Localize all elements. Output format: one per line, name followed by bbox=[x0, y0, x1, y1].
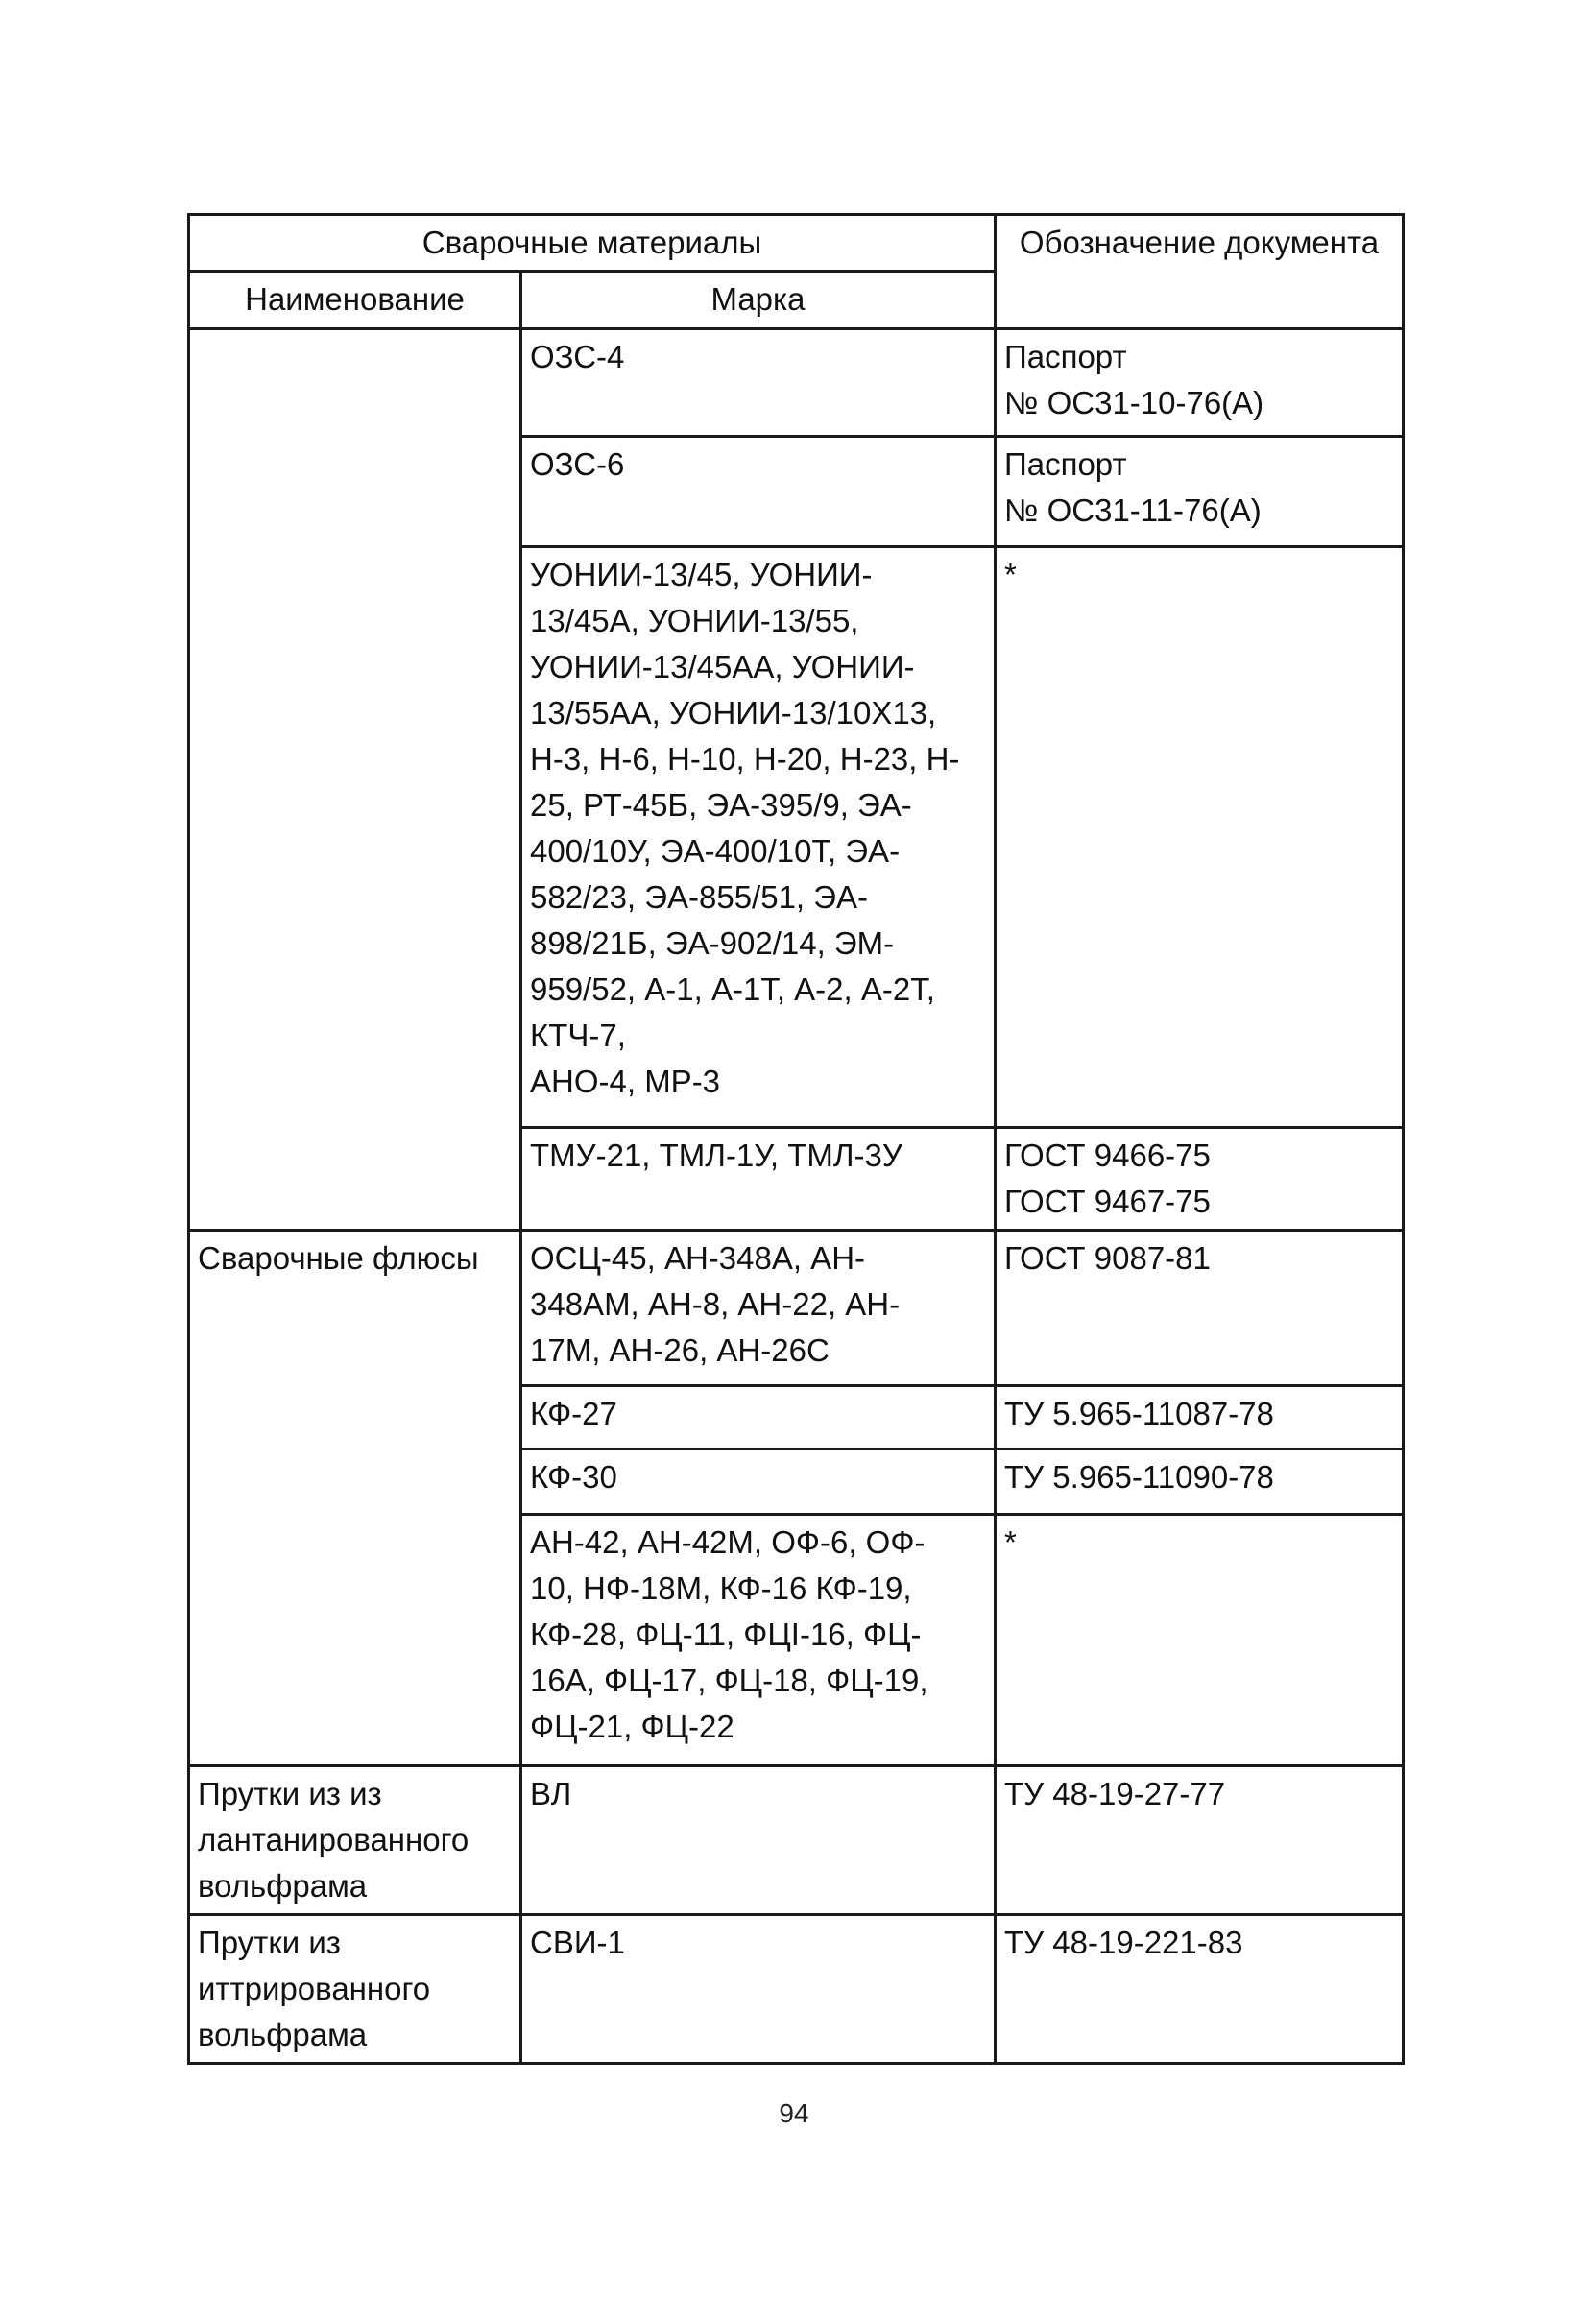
mark-cell: ОЗС-4 bbox=[521, 329, 996, 437]
welding-materials-table bbox=[187, 213, 1405, 2065]
header-welding-materials: Сварочные материалы bbox=[189, 215, 996, 272]
mark-cell: ВЛ bbox=[521, 1766, 996, 1915]
doc-cell: ТУ 5.965-11090-78 bbox=[996, 1450, 1404, 1515]
mark-cell: УОНИИ-13/45, УОНИИ- 13/45А, УОНИИ-13/55, УОНИИ-13/45АА, УОНИИ- 13/55АА, УОНИИ-13/10Х13, Н-3, Н-6, Н-10, Н-20, Н-23, Н- 25, РТ-45Б, ЭА-395/9, ЭА- 400/10У, ЭА-400/10Т, ЭА- 582/23, ЭА-855/51, ЭА- 898/21Б, ЭА-902/14, ЭМ- 959/52, А-1, А-1Т, А-2, А-2Т, КТЧ-7, АНО-4, МР-3 bbox=[521, 547, 996, 1128]
doc-cell: Паспорт № ОС31-11-76(А) bbox=[996, 437, 1404, 547]
doc-cell: ТУ 48-19-221-83 bbox=[996, 1915, 1404, 2064]
name-cell-lanthanated-rods: Прутки из из лантанированного вольфрама bbox=[189, 1766, 521, 1915]
doc-cell: ТУ 48-19-27-77 bbox=[996, 1766, 1404, 1915]
doc-cell: * bbox=[996, 547, 1404, 1128]
doc-cell: * bbox=[996, 1515, 1404, 1766]
name-cell-fluxes: Сварочные флюсы bbox=[189, 1231, 521, 1766]
mark-cell: СВИ-1 bbox=[521, 1915, 996, 2064]
header-name: Наименование bbox=[189, 272, 521, 329]
doc-cell: Паспорт № ОС31-10-76(А) bbox=[996, 329, 1404, 437]
table-row bbox=[189, 1231, 1404, 1386]
table-row bbox=[189, 1915, 1404, 2064]
table-header-row-group bbox=[189, 215, 1404, 272]
doc-cell: ТУ 5.965-11087-78 bbox=[996, 1386, 1404, 1450]
mark-cell: АН-42, АН-42М, ОФ-6, ОФ- 10, НФ-18М, КФ-16 КФ-19, КФ-28, ФЦ-11, ФЦI-16, ФЦ- 16А, ФЦ-17, ФЦ-18, ФЦ-19, ФЦ-21, ФЦ-22 bbox=[521, 1515, 996, 1766]
doc-cell: ГОСТ 9087-81 bbox=[996, 1231, 1404, 1386]
mark-cell: ОЗС-6 bbox=[521, 437, 996, 547]
header-mark: Марка bbox=[521, 272, 996, 329]
name-cell-electrodes bbox=[189, 329, 521, 1231]
table-row bbox=[189, 1766, 1404, 1915]
mark-cell: КФ-30 bbox=[521, 1450, 996, 1515]
mark-cell: ОСЦ-45, АН-348А, АН- 348АМ, АН-8, АН-22, АН- 17М, АН-26, АН-26С bbox=[521, 1231, 996, 1386]
mark-cell: ТМУ-21, ТМЛ-1У, ТМЛ-3У bbox=[521, 1128, 996, 1231]
table-row bbox=[189, 329, 1404, 437]
doc-cell: ГОСТ 9466-75 ГОСТ 9467-75 bbox=[996, 1128, 1404, 1231]
mark-cell: КФ-27 bbox=[521, 1386, 996, 1450]
header-document-designation: Обозначение документа bbox=[996, 215, 1404, 329]
name-cell-yttriated-rods: Прутки из иттрированного вольфрама bbox=[189, 1915, 521, 2064]
page-number: 94 bbox=[779, 2098, 809, 2128]
